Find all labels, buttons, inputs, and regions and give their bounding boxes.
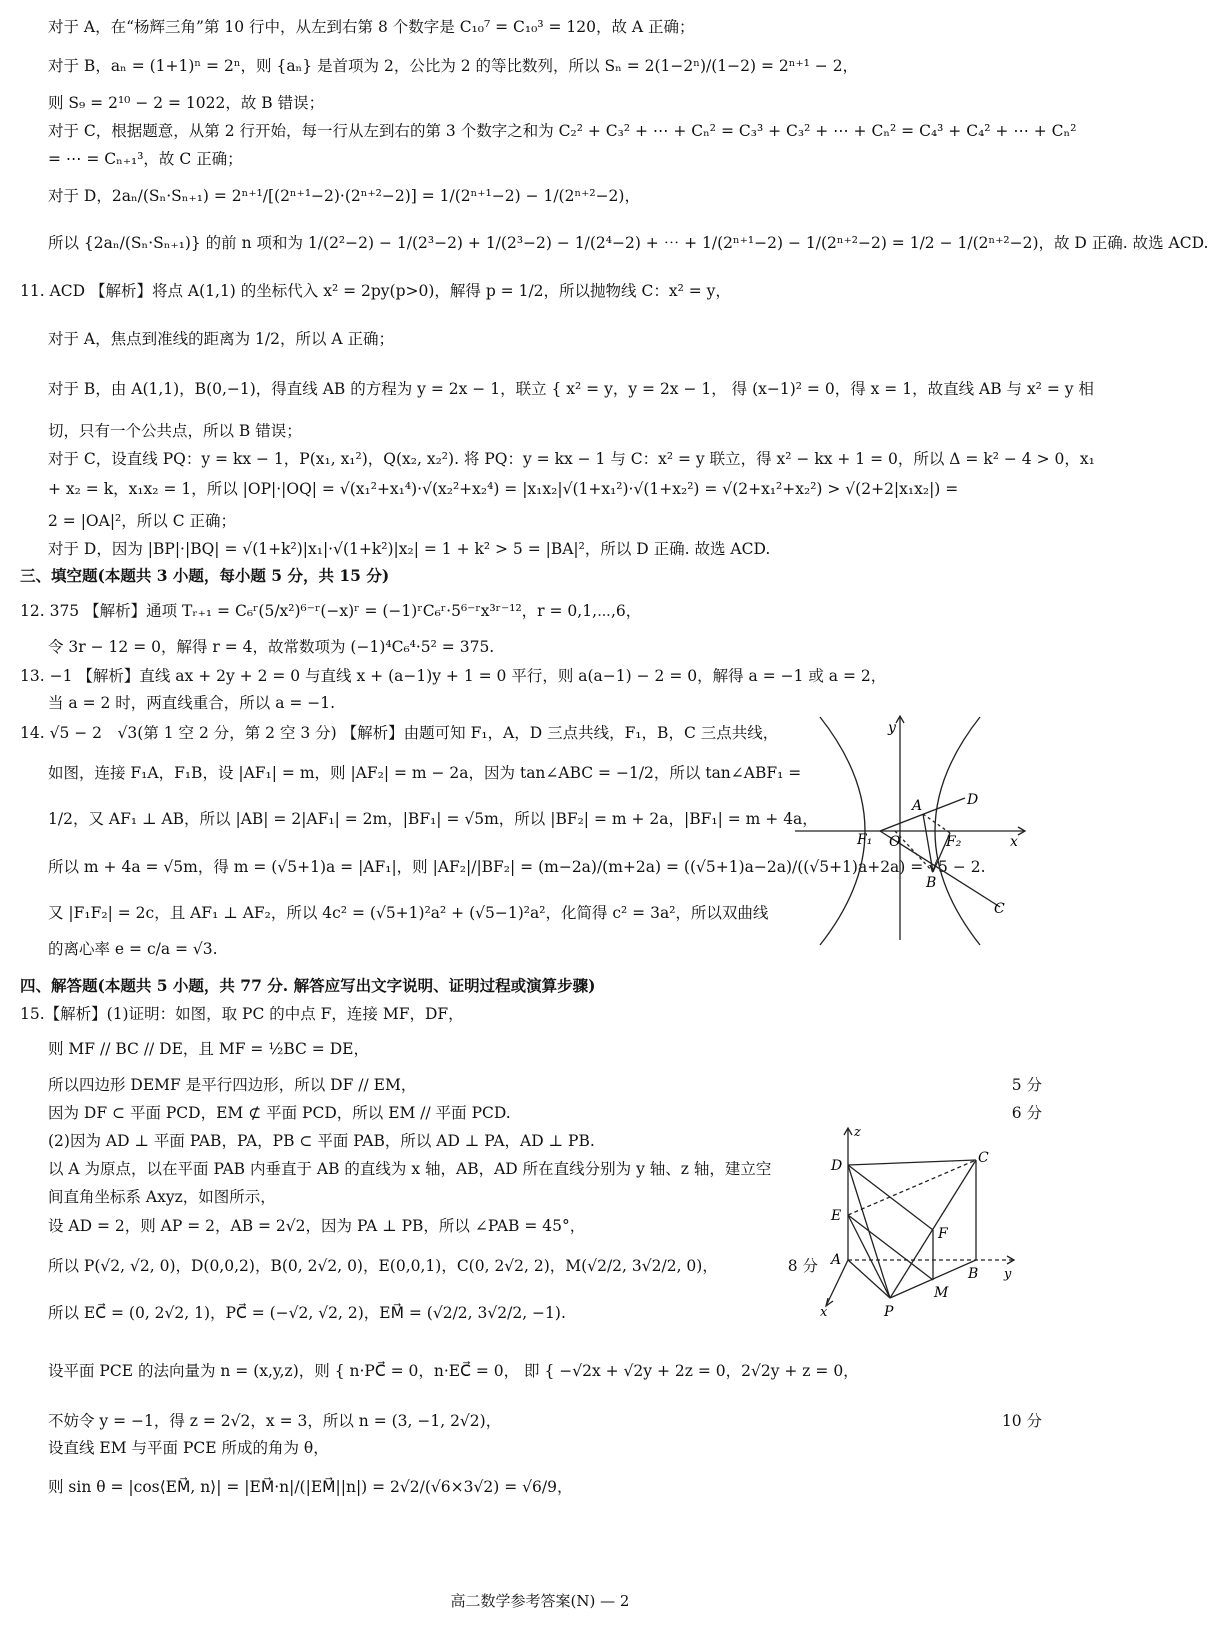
fig2-label-C: C — [978, 1150, 989, 1166]
score-mark: 6 分 — [1011, 1104, 1042, 1122]
fig2-label-A: A — [831, 1252, 842, 1268]
text-line: 对于 A，在“杨辉三角”第 10 行中，从左到右第 8 个数字是 C₁₀⁷ = C₁₀³ = 120，故 A 正确； — [48, 18, 695, 36]
text-line: 的离心率 e = c/a = √3. — [48, 940, 218, 958]
text-line: 间直角坐标系 Axyz，如图所示， — [48, 1188, 276, 1206]
text-line: 因为 DF ⊂ 平面 PCD，EM ⊄ 平面 PCD，所以 EM // 平面 PCD. — [48, 1104, 511, 1122]
text-line: 则 sin θ = |cos⟨EM⃗, n⟩| = |EM⃗·n|/(|EM⃗||n|) = 2√2/(√6×3√2) = √6/9， — [48, 1478, 573, 1496]
edge-D-F — [848, 1165, 933, 1230]
text-line: 2 = |OA|²，所以 C 正确； — [48, 512, 236, 530]
fig2-label-z: z — [854, 1125, 861, 1140]
hyperbola-figure — [795, 712, 1035, 947]
score-mark: 5 分 — [1011, 1076, 1042, 1094]
text-line: 对于 B，aₙ = (1+1)ⁿ = 2ⁿ，则 {aₙ} 是首项为 2，公比为 2 的等比数列，所以 Sₙ = 2(1−2ⁿ)/(1−2) = 2ⁿ⁺¹ − 2， — [48, 57, 859, 75]
fig2-label-D: D — [831, 1158, 843, 1174]
edge-E-M — [848, 1215, 933, 1280]
text-line: 设 AD = 2，则 AP = 2，AB = 2√2，因为 PA ⊥ PB，所以 ∠PAB = 45°， — [48, 1217, 586, 1235]
fig2-label-P: P — [884, 1304, 894, 1320]
fig2-label-F: F — [938, 1226, 948, 1242]
text-line: 所以 m + 4a = √5m，得 m = (√5+1)a = |AF₁|，则 |AF₂|/|BF₂| = (m−2a)/(m+2a) = ((√5+1)a−2a)/((√5+1)a+2a) = √5 − 2. — [48, 858, 986, 876]
fig1-label-F1: F₁ — [857, 832, 873, 848]
fig2-label-B: B — [968, 1266, 979, 1282]
text-line: 14. √5 − 2 √3(第 1 空 2 分，第 2 空 3 分) 【解析】由题可知 F₁，A，D 三点共线，F₁，B，C 三点共线， — [20, 724, 779, 742]
text-line: 对于 D，2aₙ/(Sₙ·Sₙ₊₁) = 2ⁿ⁺¹/[(2ⁿ⁺¹−2)·(2ⁿ⁺²−2)] = 1/(2ⁿ⁺¹−2) − 1/(2ⁿ⁺²−2)， — [48, 187, 640, 205]
text-line: + x₂ = k，x₁x₂ = 1，所以 |OP|·|OQ| = √(x₁²+x₁⁴)·√(x₂²+x₂⁴) = |x₁x₂|√(1+x₁²)·√(1+x₂²) = √(2+x₁²+x₂²) > √(2+2|x₁x₂|) = — [48, 480, 959, 498]
text-line: 对于 C，根据题意，从第 2 行开始，每一行从左到右的第 3 个数字之和为 C₂² + C₃² + ⋯ + Cₙ² = C₃³ + C₃² + ⋯ + Cₙ² = C₄³ + C₄² + ⋯ + Cₙ² — [48, 122, 1077, 140]
fig2-label-x: x — [820, 1305, 828, 1320]
fig1-label-D: D — [967, 792, 979, 808]
edge-D-C — [848, 1160, 976, 1165]
fig1-label-C: C — [994, 901, 1005, 917]
edge-E-C — [848, 1160, 976, 1215]
section-heading: 三、填空题(本题共 3 小题，每小题 5 分，共 15 分) — [20, 566, 390, 585]
text-line: = ⋯ = Cₙ₊₁³，故 C 正确； — [48, 150, 243, 168]
text-line: 切，只有一个公共点，所以 B 错误； — [48, 422, 302, 440]
text-line: 不妨令 y = −1，得 z = 2√2，x = 3，所以 n = (3, −1, 2√2)， — [48, 1412, 502, 1430]
text-line: 设平面 PCE 的法向量为 n = (x,y,z)，则 { n·PC⃗ = 0，n·EC⃗ = 0， 即 { −√2x + √2y + 2z = 0，2√2y + z = 0， — [48, 1362, 859, 1380]
fig1-label-A: A — [912, 798, 923, 814]
fig2-label-E: E — [831, 1208, 842, 1224]
page-footer: 高二数学参考答案(N) — 2 — [450, 1592, 630, 1610]
text-line: 所以四边形 DEMF 是平行四边形，所以 DF // EM， — [48, 1076, 417, 1094]
text-line: 当 a = 2 时，两直线重合，所以 a = −1. — [48, 694, 336, 712]
text-line: 以 A 为原点，以在平面 PAB 内垂直于 AB 的直线为 x 轴，AB，AD 所在直线分别为 y 轴、z 轴，建立空 — [48, 1160, 772, 1178]
text-line: 对于 C，设直线 PQ：y = kx − 1，P(x₁, x₁²)，Q(x₂, x₂²). 将 PQ：y = kx − 1 与 C：x² = y 联立，得 x² − kx + 1 = 0，所以 Δ = k² − 4 > 0，x₁ — [48, 450, 1095, 468]
score-mark: 10 分 — [1001, 1412, 1042, 1430]
text-line: 对于 A，焦点到准线的距离为 1/2，所以 A 正确； — [48, 330, 395, 348]
text-line: 12. 375 【解析】通项 Tᵣ₊₁ = C₆ʳ(5/x²)⁶⁻ʳ(−x)ʳ = (−1)ʳC₆ʳ·5⁶⁻ʳx³ʳ⁻¹²，r = 0,1,⋯,6， — [20, 602, 642, 620]
text-line: 如图，连接 F₁A，F₁B，设 |AF₁| = m，则 |AF₂| = m − 2a，因为 tan∠ABC = −1/2，所以 tan∠ABF₁ = — [48, 764, 802, 782]
fig1-label-O: O — [889, 834, 901, 850]
text-line: 15.【解析】(1)证明：如图，取 PC 的中点 F，连接 MF，DF， — [20, 1005, 464, 1023]
text-line: 又 |F₁F₂| = 2c，且 AF₁ ⊥ AF₂，所以 4c² = (√5+1)²a² + (√5−1)²a²，化简得 c² = 3a²，所以双曲线 — [48, 904, 769, 922]
section-heading: 四、解答题(本题共 5 小题，共 77 分. 解答应写出文字说明、证明过程或演算步骤) — [20, 976, 596, 995]
text-line: 设直线 EM 与平面 PCE 所成的角为 θ， — [48, 1439, 329, 1457]
text-line: (2)因为 AD ⊥ 平面 PAB，PA，PB ⊂ 平面 PAB，所以 AD ⊥ PA，AD ⊥ PB. — [48, 1132, 595, 1150]
text-line: 13. −1 【解析】直线 ax + 2y + 2 = 0 与直线 x + (a−1)y + 1 = 0 平行，则 a(a−1) − 2 = 0，解得 a = −1 或 a = 2， — [20, 667, 887, 685]
text-line: 则 S₉ = 2¹⁰ − 2 = 1022，故 B 错误； — [48, 94, 325, 112]
text-line: 则 MF // BC // DE，且 MF = ½BC = DE， — [48, 1040, 369, 1058]
score-mark: 8 分 — [787, 1257, 818, 1275]
text-line: 所以 {2aₙ/(Sₙ·Sₙ₊₁)} 的前 n 项和为 1/(2²−2) − 1/(2³−2) + 1/(2³−2) − 1/(2⁴−2) + ⋯ + 1/(2ⁿ⁺¹−2) − 1/(2ⁿ⁺²−2) = 1/2 − 1/(2ⁿ⁺²−2)，故 D 正确. 故选 ACD. — [48, 234, 1208, 252]
text-line: 11. ACD 【解析】将点 A(1,1) 的坐标代入 x² = 2py(p>0)，解得 p = 1/2，所以抛物线 C：x² = y， — [20, 282, 731, 300]
fig1-label-B: B — [926, 875, 937, 891]
text-line: 令 3r − 12 = 0，解得 r = 4，故常数项为 (−1)⁴C₆⁴·5² = 375. — [48, 638, 495, 656]
edge-E-P — [848, 1215, 890, 1298]
line-A-F2 — [923, 814, 950, 833]
text-line: 对于 D，因为 |BP|·|BQ| = √(1+k²)|x₁|·√(1+k²)|x₂| = 1 + k² > 5 = |BA|²，所以 D 正确. 故选 ACD. — [48, 540, 771, 558]
fig2-label-y: y — [1004, 1267, 1012, 1282]
text-line: 所以 P(√2, √2, 0)，D(0,0,2)，B(0, 2√2, 0)，E(0,0,1)，C(0, 2√2, 2)，M(√2/2, 3√2/2, 0)， — [48, 1257, 718, 1275]
solid-figure — [818, 1120, 1028, 1320]
text-line: 对于 B，由 A(1,1)，B(0,−1)，得直线 AB 的方程为 y = 2x − 1，联立 { x² = y，y = 2x − 1， 得 (x−1)² = 0，得 x = 1，故直线 AB 与 x² = y 相 — [48, 380, 1094, 398]
fig1-label-y: y — [888, 720, 896, 736]
text-line: 所以 EC⃗ = (0, 2√2, 1)，PC⃗ = (−√2, √2, 2)，EM⃗ = (√2/2, 3√2/2, −1). — [48, 1304, 566, 1322]
fig1-label-x: x — [1010, 834, 1018, 850]
fig2-label-M: M — [934, 1285, 949, 1301]
fig1-label-F2: F₂ — [946, 834, 962, 850]
text-line: 1/2，又 AF₁ ⊥ AB，所以 |AB| = 2|AF₁| = 2m，|BF₁| = √5m，所以 |BF₂| = m + 2a，|BF₁| = m + 4a， — [48, 810, 818, 828]
